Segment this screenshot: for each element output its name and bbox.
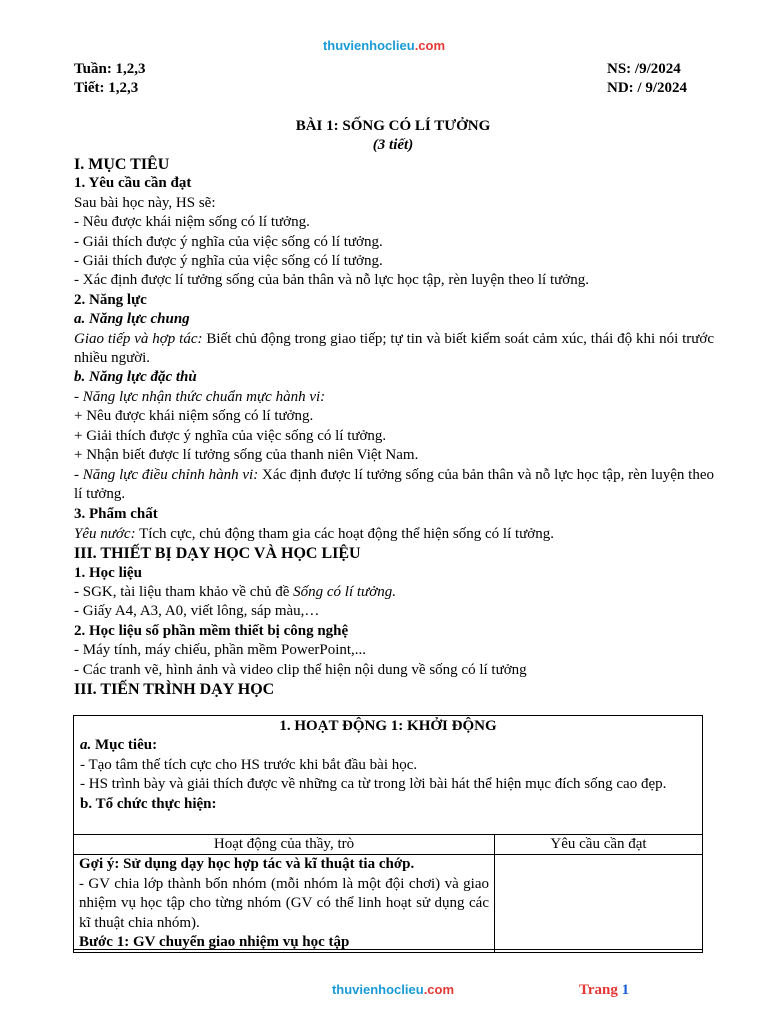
organization-heading: b. Tổ chức thực hiện: <box>80 795 217 812</box>
list-item: - Máy tính, máy chiếu, phần mềm PowerPoint,... <box>74 642 367 659</box>
section-equipment: III. THIẾT BỊ DẠY HỌC VÀ HỌC LIỆU <box>74 545 361 563</box>
qualities-label: Yêu nước: <box>74 525 136 542</box>
page-number <box>579 982 629 999</box>
site-name: thuvienhoclieu <box>331 982 424 997</box>
list-item: + Nhận biết được lí tưởng sống của thanh niên Việt Nam. <box>74 447 419 464</box>
nd-line: ND: / 9/2024 <box>607 80 687 96</box>
list-item: - Nêu được khái niệm sống có lí tưởng. <box>74 214 310 231</box>
week-line: Tuần: 1,2,3 <box>74 61 146 77</box>
list-item: + Giải thích được ý nghĩa của việc sống có lí tưởng. <box>74 427 387 444</box>
qualities-value: Tích cực, chủ động tham gia các hoạt động thể hiện sống có lí tưởng. <box>135 525 554 542</box>
list-item: + Nêu được khái niệm sống có lí tưởng. <box>74 408 314 425</box>
specific-sub2 <box>74 466 714 505</box>
lesson-subtitle: (3 tiết) <box>372 137 414 153</box>
requirement-cell <box>495 855 703 953</box>
materials-topic: Sống có lí tưởng. <box>293 583 396 600</box>
specific-sub1: - Năng lực nhận thức chuẩn mực hành vi: <box>74 388 326 405</box>
list-item: - Giấy A4, A3, A0, viết lông, sáp màu,… <box>74 603 320 620</box>
heading-general-competence: a. Năng lực chung <box>74 311 190 328</box>
ns-line: NS: /9/2024 <box>607 61 681 77</box>
list-item: - Các tranh vẽ, hình ảnh và video clip thể hiện nội dung về sống có lí tưởng <box>74 661 527 678</box>
competence-text: Biết chủ động trong giao tiếp; tự tin và biết kiểm soát cảm xúc, thái độ khi nói trước nhiều người. <box>74 330 714 367</box>
objective-letter: a. <box>80 737 92 754</box>
objective-label: Mục tiêu: <box>91 737 158 754</box>
cell-step: Bước 1: GV chuyển giao nhiệm vụ học tập <box>79 934 350 951</box>
objective-heading <box>74 736 702 755</box>
sub2-label: - Năng lực điều chỉnh hành vi: <box>74 466 259 483</box>
page-num: 1 <box>621 982 630 998</box>
list-item <box>74 583 714 602</box>
list-item: - HS trình bày và giải thích được về những ca từ trong lời bài hát thể hiện mục đích sống cao đẹp. <box>80 776 667 793</box>
activity-title: 1. HOẠT ĐỘNG 1: KHỞI ĐỘNG <box>279 718 497 734</box>
qualities-text <box>74 525 714 544</box>
requirements-intro: Sau bài học này, HS sẽ: <box>74 194 216 211</box>
cell-hint: Gợi ý: Sử dụng dạy học hợp tác và kĩ thuật tia chớp. <box>79 856 415 873</box>
week-info <box>74 60 146 98</box>
list-item: - Giải thích được ý nghĩa của việc sống có lí tưởng. <box>74 233 383 250</box>
heading-materials: 1. Học liệu <box>74 564 142 581</box>
lesson-title: BÀI 1: SỐNG CÓ LÍ TƯỞNG <box>295 118 491 134</box>
column-header-requirement: Yêu cầu cần đạt <box>495 835 703 855</box>
site-header <box>0 38 768 53</box>
activity-table <box>73 834 703 953</box>
materials-text: - SGK, tài liệu tham khảo về chủ đề <box>74 583 294 600</box>
site-name: thuvienhoclieu <box>322 38 415 53</box>
site-footer <box>0 982 768 997</box>
competence-label: Giao tiếp và hợp tác: <box>74 330 203 347</box>
heading-digital-materials: 2. Học liệu số phần mềm thiết bị công nghệ <box>74 622 349 639</box>
list-item: - Tạo tâm thế tích cực cho HS trước khi bắt đầu bài học. <box>80 756 418 773</box>
page-label: Trang <box>579 982 622 998</box>
activity-box <box>73 715 703 950</box>
date-info <box>607 60 687 98</box>
general-competence-text <box>74 330 714 369</box>
sub2-text: Xác định được lí tưởng sống của bản thân và nỗ lực học tập, rèn luyện theo lí tưởng. <box>74 466 714 502</box>
heading-qualities: 3. Phẩm chất <box>74 506 158 523</box>
list-item: - Giải thích được ý nghĩa của việc sống có lí tưởng. <box>74 253 383 270</box>
period-line: Tiết: 1,2,3 <box>74 80 139 96</box>
site-domain: .com <box>414 38 446 53</box>
table-row <box>74 855 703 953</box>
table-header-row <box>74 835 703 855</box>
lesson-content <box>74 155 714 699</box>
site-domain: .com <box>423 982 455 997</box>
cell-text: - GV chia lớp thành bốn nhóm (mỗi nhóm là một đội chơi) và giao nhiệm vụ học tập cho từng nhóm (GV có thể linh hoạt sử dụng các kĩ thuật chia nhóm). <box>79 875 489 931</box>
activity-cell <box>74 855 495 953</box>
heading-requirements: 1. Yêu cầu cần đạt <box>74 175 192 192</box>
heading-competence: 2. Năng lực <box>74 291 147 308</box>
section-objectives: I. MỤC TIÊU <box>74 156 170 173</box>
heading-specific-competence: b. Năng lực đặc thù <box>74 369 197 386</box>
column-header-activity: Hoạt động của thầy, trò <box>74 835 495 855</box>
list-item: - Xác định được lí tưởng sống của bản thân và nỗ lực học tập, rèn luyện theo lí tưởng. <box>74 272 589 289</box>
section-procedure: III. TIẾN TRÌNH DẠY HỌC <box>74 680 275 698</box>
